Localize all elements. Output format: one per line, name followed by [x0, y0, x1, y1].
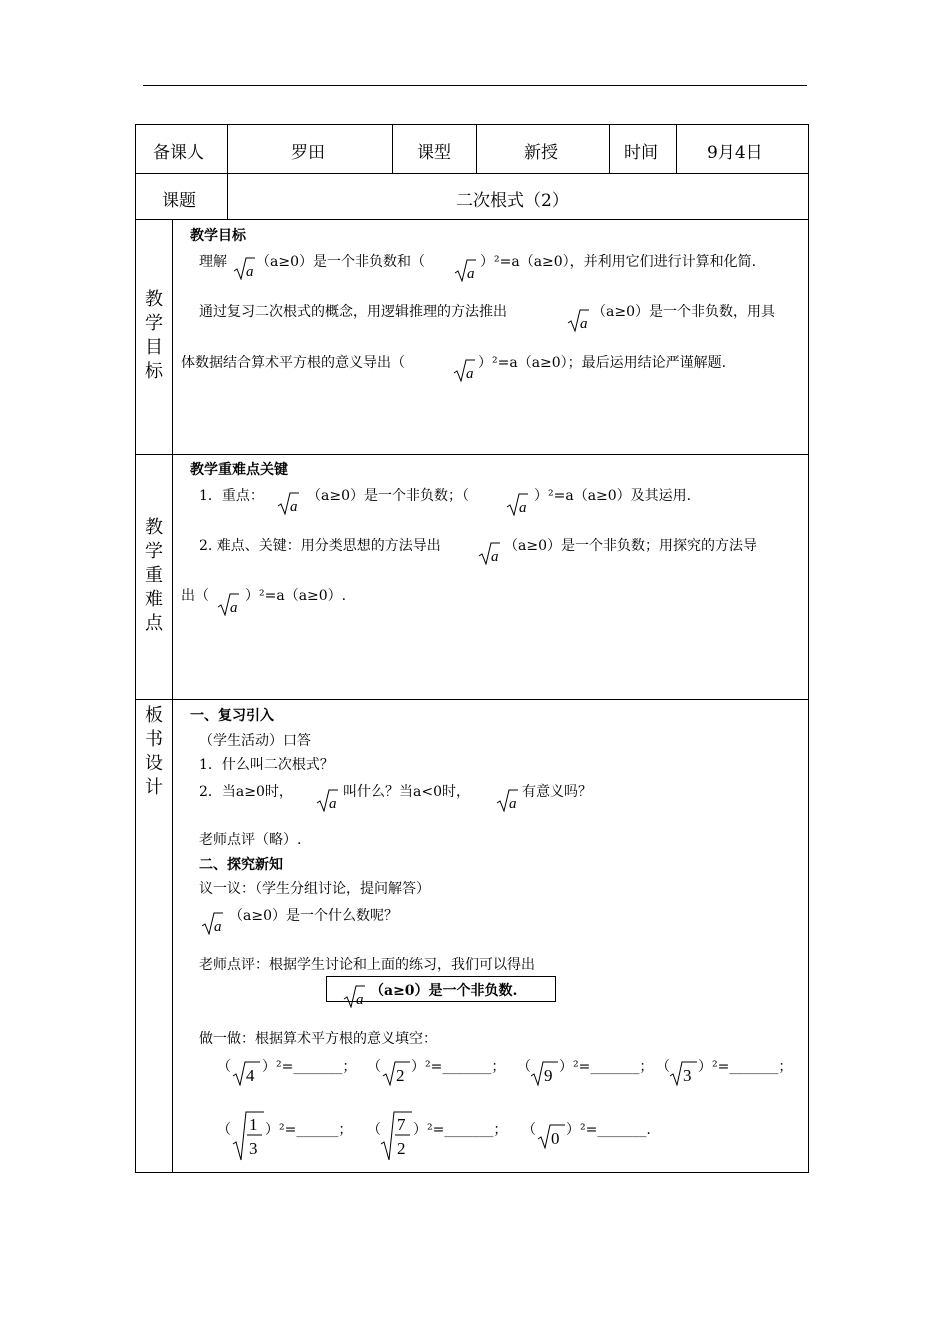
- row-divider: [135, 173, 809, 174]
- sqrt-4-icon: [232, 1060, 262, 1090]
- svg-text:4: 4: [246, 1066, 255, 1085]
- keys-k3-a: 出（: [181, 588, 209, 604]
- section-label-char: 学: [145, 313, 163, 334]
- board-heading-1: 一、复习引入: [190, 708, 274, 724]
- svg-text:a: a: [356, 992, 364, 1008]
- sqrt-a-icon: [506, 492, 528, 516]
- keys-heading: 教学重难点关键: [190, 462, 288, 478]
- sqrt-a-icon: [343, 984, 365, 1008]
- sqrt-fraction-1-3-icon: [232, 1110, 266, 1166]
- section-label-board: [137, 704, 171, 800]
- goals-p3-b: ）²=a（a≥0）；最后运用结论严谨解题.: [478, 355, 727, 371]
- svg-text:a: a: [491, 549, 499, 565]
- fill-blank-5: ）²=______；: [265, 1122, 353, 1138]
- section-label-char: 教: [145, 517, 163, 538]
- svg-text:2: 2: [397, 1139, 406, 1158]
- sqrt-a-icon: [201, 911, 223, 935]
- sqrt-0-icon: [537, 1123, 567, 1153]
- sqrt-a-icon: [478, 541, 500, 565]
- col-divider: [172, 219, 173, 1173]
- section-label-char: 重: [145, 565, 163, 586]
- sqrt-9-icon: [530, 1060, 560, 1090]
- section-label-char: 目: [145, 337, 163, 358]
- time-label: 时间: [624, 143, 658, 163]
- sqrt-a-icon: [217, 592, 239, 616]
- sqrt-3-icon: [669, 1060, 699, 1090]
- keys-k1-c: ）²=a（a≥0）及其运用.: [534, 488, 692, 504]
- section-label-char: 书: [145, 729, 163, 750]
- board-line-1: （学生活动）口答: [199, 733, 311, 749]
- keys-k2-a: 2. 难点、关键：用分类思想的方法导出: [199, 538, 441, 554]
- topic-label: 课题: [162, 191, 196, 211]
- sqrt-2-icon: [382, 1060, 412, 1090]
- paren-left: （: [367, 1059, 381, 1075]
- row-divider: [135, 699, 809, 700]
- board-line-2: 1．什么叫二次根式？: [199, 757, 334, 773]
- header-rule: [143, 85, 807, 86]
- sqrt-a-icon: [454, 258, 476, 282]
- goals-p2-b: （a≥0）是一个非负数，用具: [592, 304, 775, 320]
- type-label: 课型: [417, 143, 451, 163]
- goals-p1-c: ）²=a（a≥0），并利用它们进行计算和化简.: [480, 254, 757, 270]
- svg-text:a: a: [466, 366, 474, 382]
- keys-k1-a: 1．重点：: [199, 488, 264, 504]
- board-line-5: 议一议：（学生分组讨论，提问解答）: [199, 881, 430, 897]
- section-label-char: 学: [145, 541, 163, 562]
- sqrt-a-icon: [316, 788, 338, 812]
- board-line-3-a: 2．当a≥0时，: [199, 784, 293, 800]
- board-line-4: 老师点评（略）.: [199, 832, 302, 848]
- section-label-char: 难: [145, 589, 163, 610]
- sqrt-a-icon: [567, 308, 589, 332]
- section-label-char: 计: [145, 777, 163, 798]
- sqrt-a-icon: [453, 358, 475, 382]
- paren-left: （: [522, 1122, 536, 1138]
- section-label-goals: [137, 288, 171, 384]
- fill-blank-1: ）²=_______；: [262, 1059, 357, 1075]
- col-divider: [227, 173, 228, 219]
- svg-text:1: 1: [249, 1115, 258, 1134]
- goals-p1-b: （a≥0）是一个非负数和（: [256, 254, 425, 270]
- sqrt-a-icon: [277, 491, 299, 515]
- svg-text:a: a: [580, 316, 588, 332]
- keys-k1-b: （a≥0）是一个非负数；（: [307, 488, 469, 504]
- col-divider: [676, 124, 677, 173]
- keys-k2-b: （a≥0）是一个非负数；用探究的方法导: [504, 538, 757, 554]
- svg-text:7: 7: [397, 1115, 406, 1134]
- paren-left: （: [367, 1122, 381, 1138]
- conclusion-text: （a≥0）是一个非负数.: [370, 983, 518, 999]
- col-divider: [227, 124, 228, 173]
- sqrt-a-icon: [233, 256, 255, 280]
- fill-blank-7: ）²=_______.: [566, 1122, 651, 1138]
- fill-blank-3: ）²=_______；: [559, 1059, 654, 1075]
- paren-left: （: [656, 1059, 670, 1075]
- svg-text:a: a: [329, 796, 337, 812]
- board-line-8: 做一做：根据算术平方根的意义填空：: [199, 1031, 437, 1047]
- svg-text:a: a: [519, 500, 527, 516]
- preparer-label: 备课人: [153, 143, 204, 163]
- fill-blank-6: ）²=_______；: [413, 1122, 508, 1138]
- svg-text:a: a: [509, 796, 517, 812]
- topic-value: 二次根式（2）: [456, 191, 569, 211]
- svg-text:a: a: [467, 266, 475, 282]
- sqrt-a-icon: [496, 788, 518, 812]
- section-label-keys: [137, 516, 171, 636]
- board-line-6: （a≥0）是一个什么数呢？: [229, 908, 398, 924]
- col-divider: [476, 124, 477, 173]
- svg-text:3: 3: [683, 1066, 692, 1085]
- keys-k3-b: ）²=a（a≥0）.: [245, 588, 347, 604]
- board-line-3-c: 有意义吗？: [522, 784, 592, 800]
- goals-heading: 教学目标: [190, 228, 246, 244]
- board-line-7: 老师点评：根据学生讨论和上面的练习，我们可以得出: [199, 957, 535, 973]
- svg-text:3: 3: [249, 1139, 258, 1158]
- preparer-name: 罗田: [291, 143, 325, 163]
- svg-text:9: 9: [544, 1066, 553, 1085]
- goals-p3-a: 体数据结合算术平方根的意义导出（: [181, 355, 405, 371]
- col-divider: [392, 124, 393, 173]
- col-divider: [609, 124, 610, 173]
- section-label-char: 标: [145, 361, 163, 382]
- type-value: 新授: [524, 143, 558, 163]
- svg-text:a: a: [214, 919, 222, 935]
- svg-text:a: a: [230, 600, 238, 616]
- section-label-char: 点: [145, 613, 163, 634]
- sqrt-fraction-7-2-icon: [380, 1110, 414, 1166]
- fill-blank-4: ）²=_______；: [698, 1059, 793, 1075]
- section-label-char: 教: [145, 289, 163, 310]
- goals-p2-a: 通过复习二次根式的概念，用逻辑推理的方法推出: [199, 304, 507, 320]
- svg-text:0: 0: [551, 1129, 560, 1148]
- svg-text:a: a: [290, 499, 298, 515]
- section-label-char: 板: [145, 705, 163, 726]
- section-label-char: 设: [145, 753, 163, 774]
- time-value: 9月4日: [707, 143, 763, 163]
- row-divider: [135, 454, 809, 455]
- board-heading-2: 二、探究新知: [199, 857, 283, 873]
- goals-p1-a: 理解: [199, 254, 227, 270]
- paren-left: （: [217, 1059, 231, 1075]
- paren-left: （: [217, 1122, 231, 1138]
- row-divider: [135, 219, 809, 220]
- svg-text:a: a: [246, 264, 254, 280]
- svg-text:2: 2: [396, 1066, 405, 1085]
- board-line-3-b: 叫什么？当a<0时，: [343, 784, 470, 800]
- paren-left: （: [517, 1059, 531, 1075]
- fill-blank-2: ）²=_______；: [411, 1059, 506, 1075]
